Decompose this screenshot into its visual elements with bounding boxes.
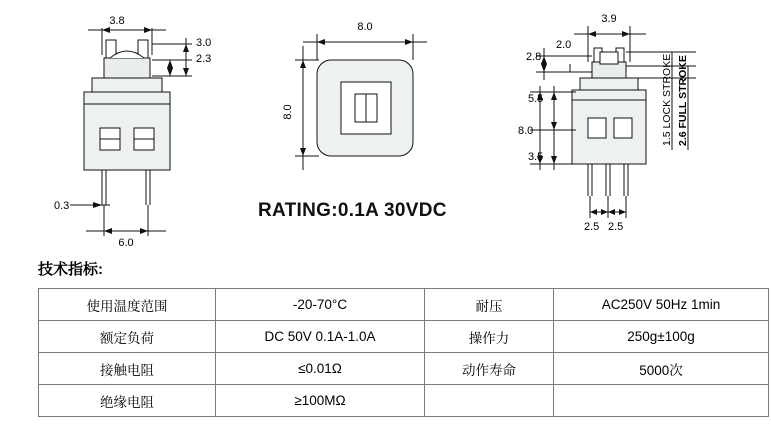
front-dim-2-3: 2.3 <box>196 53 212 65</box>
spec-label: 使用温度范围 <box>39 289 216 321</box>
side-dim-3-5: 3.5 <box>528 151 544 163</box>
top-dim-width-8-0: 8.0 <box>357 21 373 33</box>
table-row <box>39 353 769 385</box>
specifications-table <box>38 288 769 417</box>
spec-label: 操作力 <box>425 321 554 353</box>
spec-value-empty <box>554 385 769 417</box>
spec-label: 动作寿命 <box>425 353 554 385</box>
spec-value: -20-70°C <box>216 289 425 321</box>
spec-value: ≥100MΩ <box>216 385 425 417</box>
side-dim-2-5-b: 2.5 <box>608 221 624 233</box>
top-dim-height-8-0: 8.0 <box>282 104 294 120</box>
spec-value: DC 50V 0.1A-1.0A <box>216 321 425 353</box>
spec-value: AC250V 50Hz 1min <box>554 289 769 321</box>
front-dim-0-3: 0.3 <box>54 200 70 212</box>
front-dim-3-0: 3.0 <box>196 37 212 49</box>
spec-value: ≤0.01Ω <box>216 353 425 385</box>
side-dim-3-9: 3.9 <box>601 13 617 25</box>
side-view-drawing <box>500 0 750 250</box>
spec-section-title: 技术指标: <box>38 261 103 278</box>
side-label-lock-stroke: 1.5 LOCK STROKE <box>661 53 673 146</box>
rating-text: RATING:0.1A 30VDC <box>258 200 447 221</box>
side-dim-5-5: 5.5 <box>528 93 544 105</box>
spec-value: 5000次 <box>554 353 769 385</box>
table-row <box>39 289 769 321</box>
spec-label: 接触电阻 <box>39 353 216 385</box>
front-dim-6-0: 6.0 <box>118 237 134 249</box>
front-dim-3-8: 3.8 <box>109 15 125 27</box>
front-view-drawing <box>40 0 240 250</box>
spec-label-empty <box>425 385 554 417</box>
side-label-full-stroke: 2.6 FULL STROKE <box>677 55 689 146</box>
side-dim-2-5-a: 2.5 <box>584 221 600 233</box>
side-dim-2-8: 2.8 <box>526 51 542 63</box>
spec-label: 绝缘电阻 <box>39 385 216 417</box>
spec-value: 250g±100g <box>554 321 769 353</box>
spec-label: 耐压 <box>425 289 554 321</box>
side-dim-8-0: 8.0 <box>518 125 534 137</box>
side-dim-2-0: 2.0 <box>556 39 572 51</box>
spec-label: 额定负荷 <box>39 321 216 353</box>
table-row <box>39 321 769 353</box>
table-row <box>39 385 769 417</box>
